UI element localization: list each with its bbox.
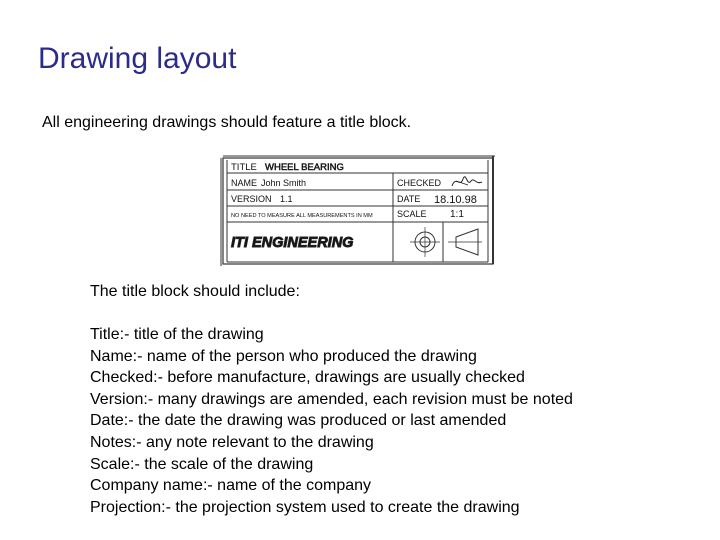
tb-company-name: ITI ENGINEERING xyxy=(231,235,354,251)
list-item-version: Version:- many drawings are amended, each revision must be noted xyxy=(90,390,573,408)
title-block-drawing xyxy=(220,155,496,267)
tb-notes-value: NO NEED TO MEASURE ALL MEASUREMENTS IN MM xyxy=(231,213,373,219)
tb-checked-label: CHECKED xyxy=(397,178,442,188)
tb-title-value: WHEEL BEARING xyxy=(265,162,344,173)
tb-version-value: 1.1 xyxy=(280,194,293,204)
list-item-date: Date:- the date the drawing was produced or last amended xyxy=(90,412,507,430)
list-item-scale: Scale:- the scale of the drawing xyxy=(90,455,314,473)
tb-scale-value: 1:1 xyxy=(450,209,464,220)
list-item-checked: Checked:- before manufacture, drawings are usually checked xyxy=(90,369,525,387)
tb-date-value: 18.10.98 xyxy=(434,194,477,206)
tb-title-label: TITLE xyxy=(231,162,257,173)
tb-name-label: NAME xyxy=(231,178,258,188)
tb-name-value: John Smith xyxy=(261,178,307,188)
list-item-notes: Notes:- any note relevant to the drawing xyxy=(90,433,374,451)
list-item-title: Title:- title of the drawing xyxy=(90,326,264,343)
title-block-image xyxy=(220,155,496,267)
field-list xyxy=(90,324,573,518)
slide-title: Drawing layout xyxy=(38,42,237,75)
include-heading: The title block should include: xyxy=(90,283,300,300)
list-item-company-name: Company name:- name of the company xyxy=(90,477,372,495)
tb-date-label: DATE xyxy=(397,194,421,204)
list-item-projection: Projection:- the projection system used to create the drawing xyxy=(90,498,520,516)
tb-version-label: VERSION xyxy=(231,194,272,204)
intro-text: All engineering drawings should feature a title block. xyxy=(42,114,412,131)
list-item-name: Name:- name of the person who produced the drawing xyxy=(90,347,477,365)
tb-scale-label: SCALE xyxy=(397,209,427,219)
